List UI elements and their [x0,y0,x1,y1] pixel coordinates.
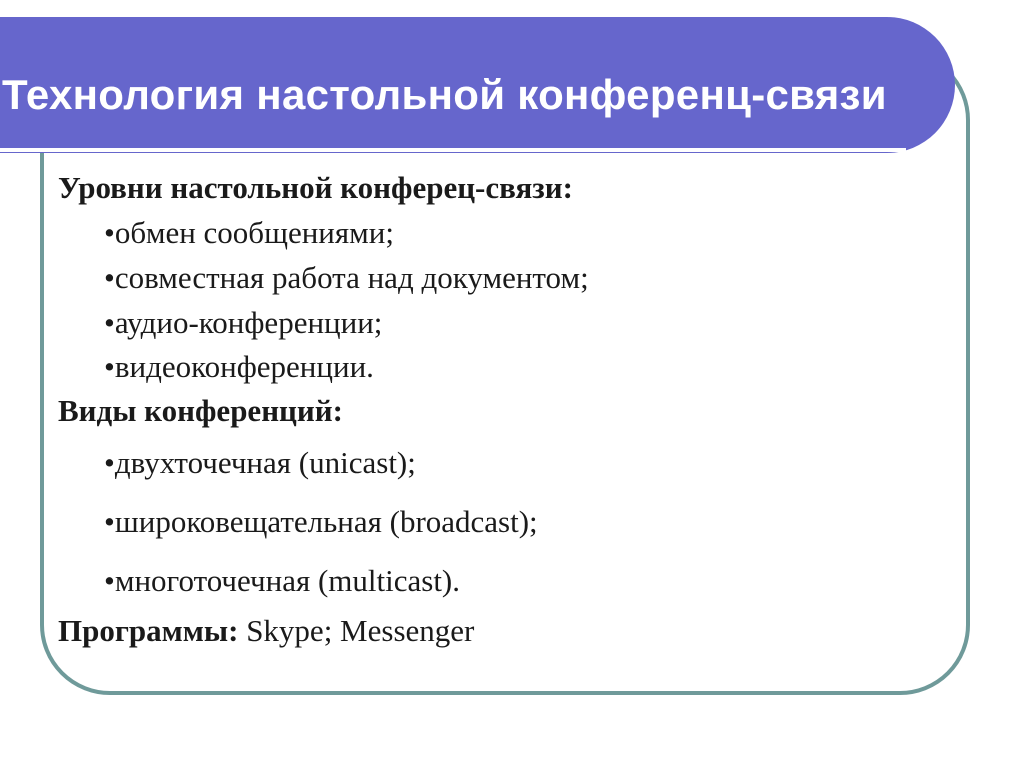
levels-heading: Уровни настольной конферец-связи: [58,170,573,205]
levels-item: •видеоконференции. [104,349,374,384]
types-item: •двухточечная (unicast); [104,445,416,480]
types-item: •многоточечная (multicast). [104,563,461,598]
levels-item: •аудио-конференции; [104,305,383,340]
programs-value: Skype; Messenger [238,613,475,648]
levels-item: •обмен сообщениями; [104,215,394,250]
types-heading: Виды конференций: [58,393,343,428]
programs-line [58,613,474,649]
title-banner [0,17,955,153]
levels-item: •совместная работа над документом; [104,260,589,295]
programs-label: Программы: [58,613,239,648]
types-item: •широковещательная (broadcast); [104,504,538,539]
slide-title: Технология настольной конференц-связи [2,71,887,118]
title-underline [0,148,906,152]
